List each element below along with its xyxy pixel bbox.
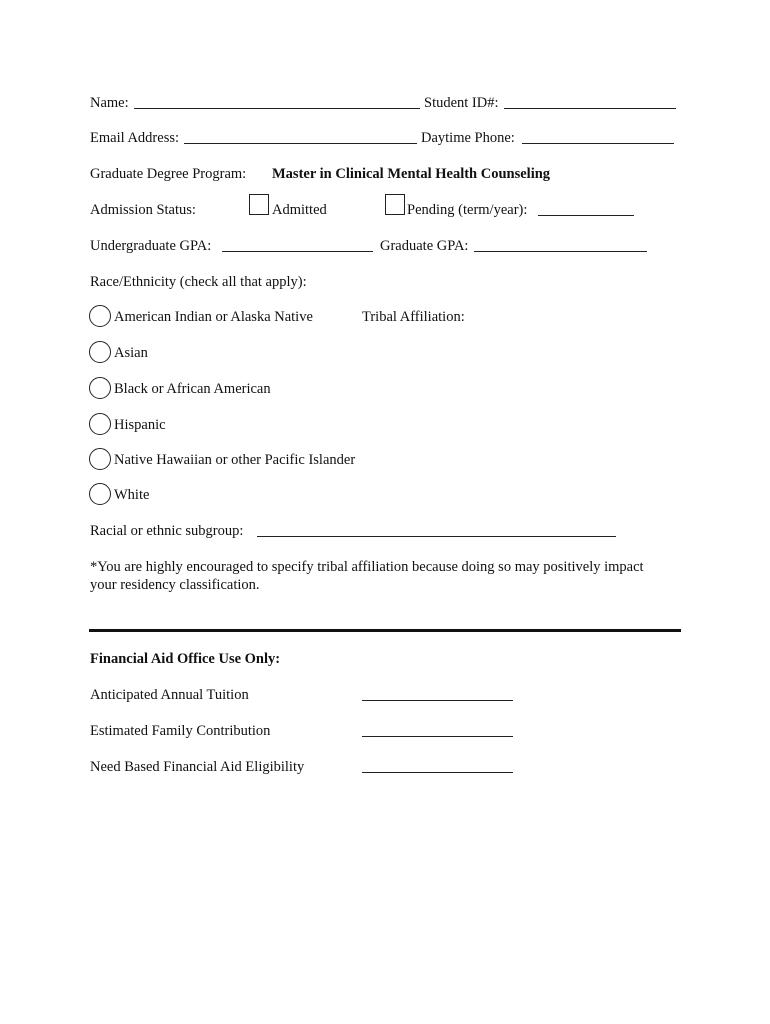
race-option-label: Black or African American: [114, 381, 271, 397]
tribal-note-line2: your residency classification.: [90, 577, 260, 593]
student-id-field[interactable]: [504, 108, 676, 109]
undergrad-gpa-label: Undergraduate GPA:: [90, 238, 212, 254]
asian-radio[interactable]: [89, 341, 111, 363]
black-radio[interactable]: [89, 377, 111, 399]
subgroup-field[interactable]: [257, 536, 616, 537]
pending-term-field[interactable]: [538, 215, 634, 216]
race-option-label: Hispanic: [114, 417, 166, 433]
name-field[interactable]: [134, 108, 420, 109]
need-based-aid-field[interactable]: [362, 772, 513, 773]
admitted-checkbox[interactable]: [249, 194, 269, 215]
student-id-label: Student ID#:: [424, 95, 499, 111]
tuition-field[interactable]: [362, 700, 513, 701]
phone-field[interactable]: [522, 143, 674, 144]
race-option-label: White: [114, 487, 150, 503]
hispanic-radio[interactable]: [89, 413, 111, 435]
grad-gpa-field[interactable]: [474, 251, 647, 252]
tuition-label: Anticipated Annual Tuition: [90, 687, 249, 703]
race-option-label: Native Hawaiian or other Pacific Islander: [114, 452, 356, 468]
pending-checkbox[interactable]: [385, 194, 405, 215]
degree-program-label: Graduate Degree Program:: [90, 166, 247, 182]
phone-label: Daytime Phone:: [421, 130, 515, 146]
admission-status-label: Admission Status:: [90, 202, 196, 218]
race-option-label: American Indian or Alaska Native: [114, 309, 313, 325]
race-option-label: Asian: [114, 345, 148, 361]
email-label: Email Address:: [90, 130, 180, 146]
email-field[interactable]: [184, 143, 417, 144]
undergrad-gpa-field[interactable]: [222, 251, 373, 252]
section-divider: [89, 629, 681, 632]
tribal-affiliation-label: Tribal Affiliation:: [362, 309, 465, 325]
admitted-label: Admitted: [272, 202, 327, 218]
financial-aid-heading: Financial Aid Office Use Only:: [90, 651, 281, 667]
pacific-islander-radio[interactable]: [89, 448, 111, 470]
white-radio[interactable]: [89, 483, 111, 505]
family-contribution-label: Estimated Family Contribution: [90, 723, 271, 739]
subgroup-label: Racial or ethnic subgroup:: [90, 523, 244, 539]
tribal-note-line1: *You are highly encouraged to specify tribal affiliation because doing so may positively impact: [90, 559, 644, 575]
family-contribution-field[interactable]: [362, 736, 513, 737]
american-indian-radio[interactable]: [89, 305, 111, 327]
race-heading: Race/Ethnicity (check all that apply):: [90, 274, 307, 290]
name-label: Name:: [90, 95, 129, 111]
grad-gpa-label: Graduate GPA:: [380, 238, 469, 254]
degree-program-value: Master in Clinical Mental Health Counseling: [272, 166, 551, 182]
need-based-aid-label: Need Based Financial Aid Eligibility: [90, 759, 305, 775]
pending-label: Pending (term/year):: [407, 202, 528, 218]
